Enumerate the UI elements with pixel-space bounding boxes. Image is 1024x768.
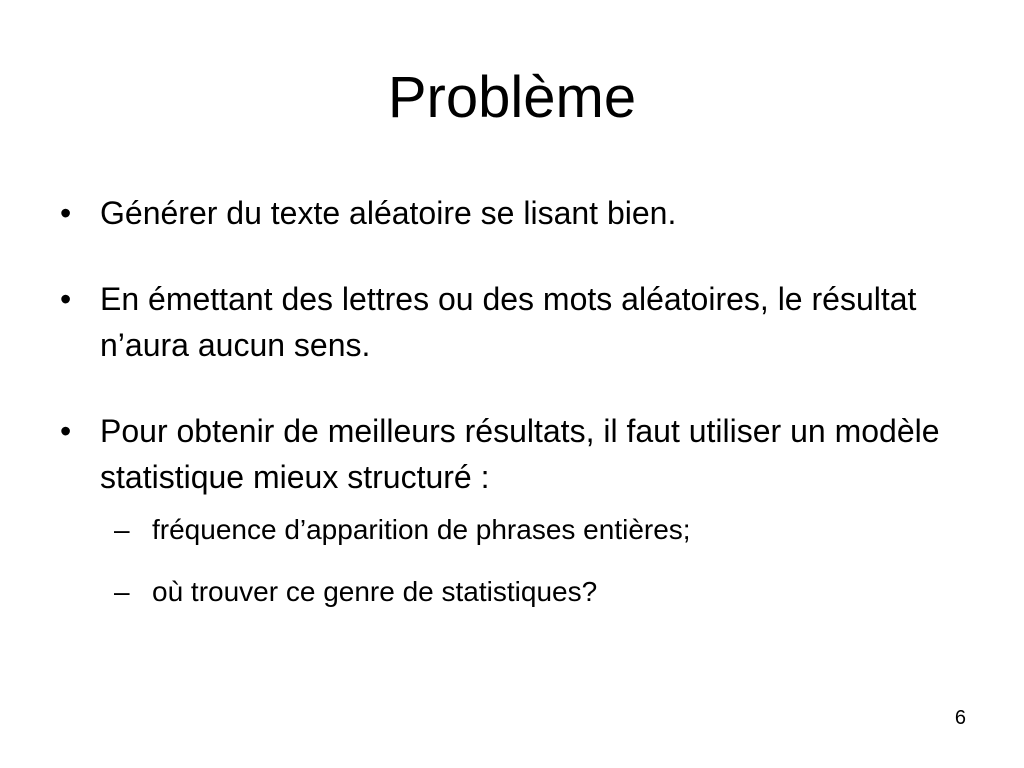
bullet-marker: • bbox=[60, 281, 72, 317]
sub-bullet-item bbox=[114, 572, 990, 612]
sub-bullet-text: où trouver ce genre de statistiques? bbox=[152, 576, 598, 607]
bullet-text: En émettant des lettres ou des mots aléatoires, le résultat n’aura aucun sens. bbox=[100, 281, 917, 363]
bullet-item bbox=[60, 276, 990, 368]
bullet-text: Pour obtenir de meilleurs résultats, il faut utiliser un modèle statistique mieux structuré : bbox=[100, 413, 940, 495]
slide-title: Problème bbox=[387, 65, 637, 130]
bullet-marker: • bbox=[60, 195, 72, 231]
bullet-item bbox=[60, 408, 990, 612]
sub-bullet-item bbox=[114, 510, 990, 550]
sub-bullet-list bbox=[100, 510, 990, 612]
sub-bullet-marker: – bbox=[114, 514, 130, 545]
bullet-text: Générer du texte aléatoire se lisant bien. bbox=[100, 195, 677, 231]
bullet-item bbox=[60, 190, 990, 236]
sub-bullet-marker: – bbox=[114, 576, 130, 607]
bullet-marker: • bbox=[60, 413, 72, 449]
bullet-list bbox=[60, 190, 990, 652]
page-number: 6 bbox=[954, 707, 966, 729]
sub-bullet-text: fréquence d’apparition de phrases entières; bbox=[152, 514, 691, 545]
